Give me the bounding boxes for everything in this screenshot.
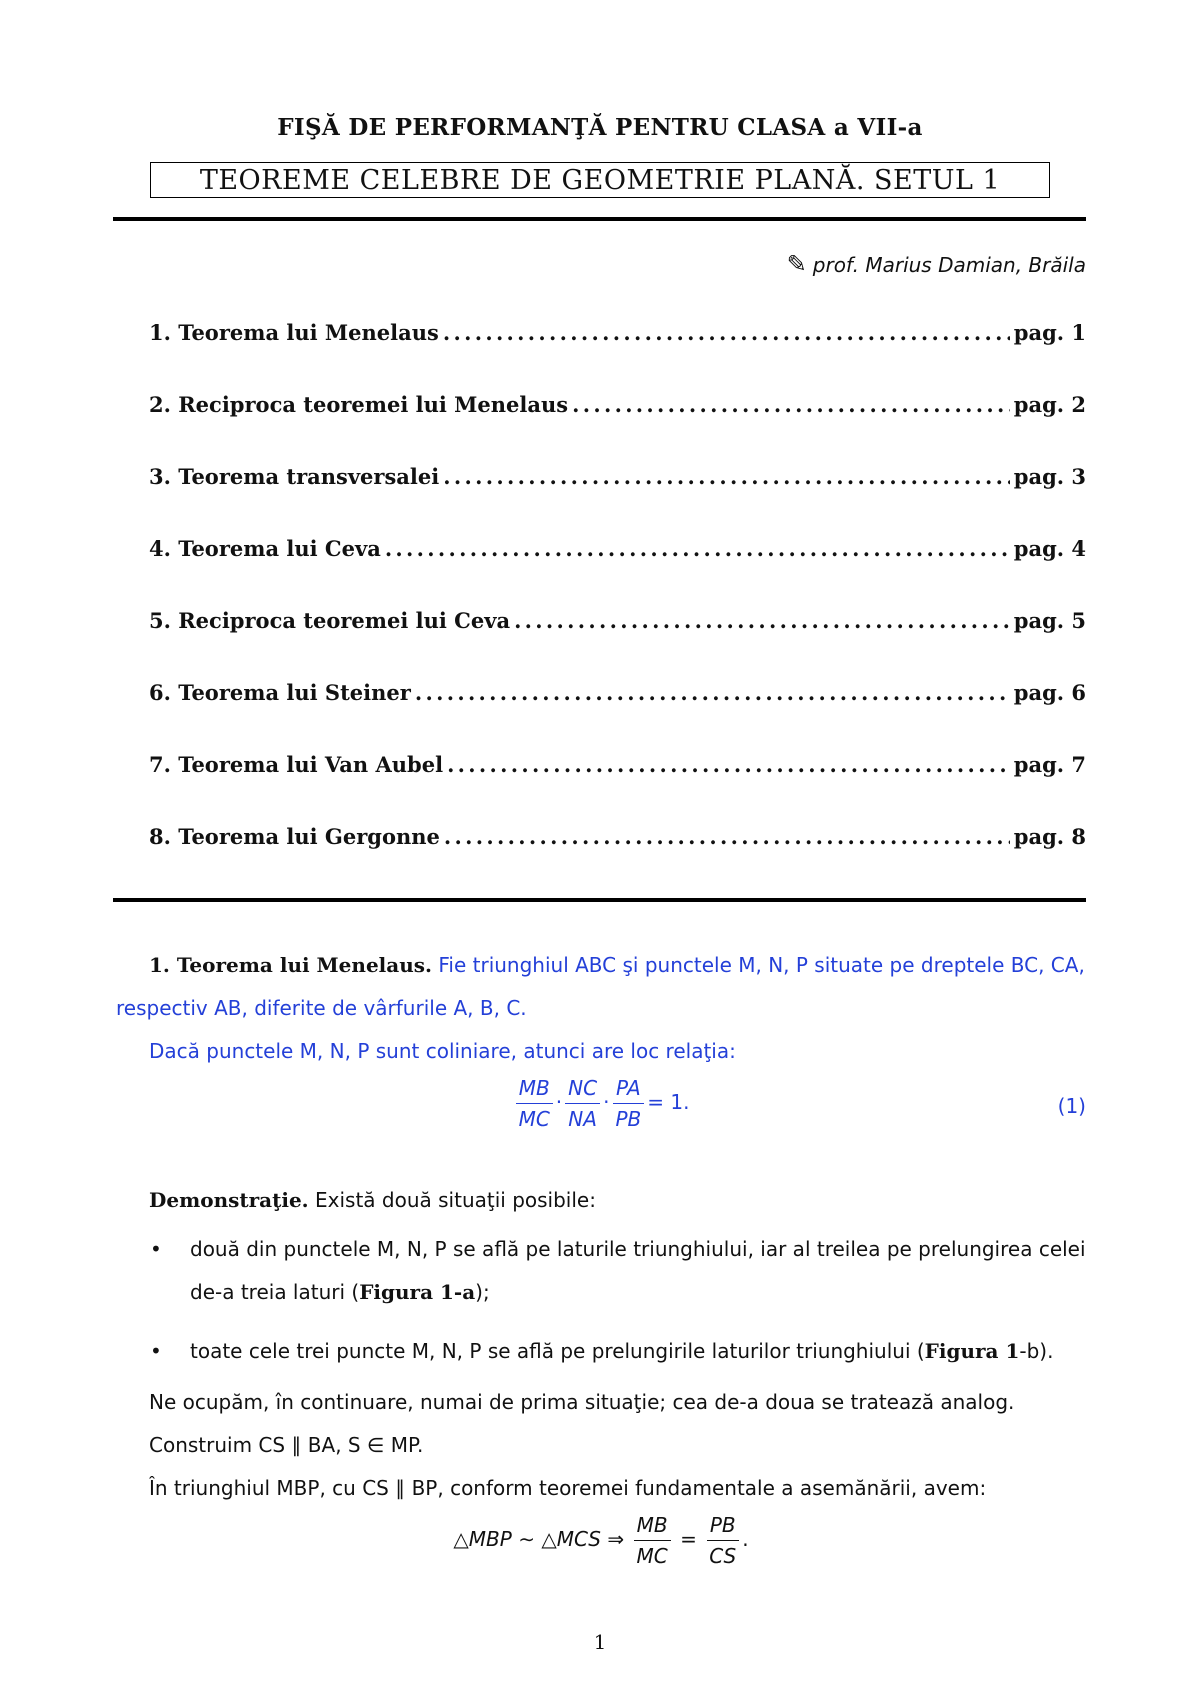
toc-item xyxy=(149,320,1086,392)
statement-condition: Dacă punctele M, N, P sunt coliniare, atunci are loc relaţia: xyxy=(149,1039,736,1063)
formula2-end: . xyxy=(742,1527,749,1551)
toc-item-title: 6. Teorema lui Steiner xyxy=(149,680,411,705)
figure-ref: Figura 1 xyxy=(924,1339,1020,1363)
toc-item-title: 7. Teorema lui Van Aubel xyxy=(149,752,444,777)
top-rule xyxy=(113,217,1086,221)
toc-item-title: 3. Teorema transversalei xyxy=(149,464,440,489)
toc-leader xyxy=(447,752,1010,777)
proof-intro-line xyxy=(116,1179,1086,1222)
toc-item-page: pag. 7 xyxy=(1013,752,1086,777)
toc-leader xyxy=(444,824,1010,849)
toc-leader xyxy=(415,680,1010,705)
text-line: În triunghiul MBP, cu CS ∥ BP, conform teoremei fundamentale a asemănării, avem: xyxy=(149,1476,987,1500)
table-of-contents xyxy=(149,320,1086,896)
frac-numerator: PB xyxy=(707,1510,739,1541)
bullet-text: două din punctele M, N, P se află pe laturile triunghiului, iar al treilea pe prelungirea celei de-a treia laturi ( xyxy=(190,1237,1086,1304)
toc-item xyxy=(149,752,1086,824)
toc-item-title: 5. Reciproca teoremei lui Ceva xyxy=(149,608,511,633)
bullet-text-end: ); xyxy=(475,1280,490,1304)
toc-item-page: pag. 2 xyxy=(1013,392,1086,417)
statement-text: Fie triunghiul ABC şi punctele M, N, P situate pe dreptele BC, CA, respectiv AB, diferite de vârfurile A, B, C. xyxy=(116,953,1085,1020)
list-item xyxy=(116,1330,1086,1373)
frac-denominator: NA xyxy=(568,1107,597,1131)
toc-leader xyxy=(572,392,1010,417)
frac-denominator: CS xyxy=(709,1544,737,1568)
toc-item-title: 1. Teorema lui Menelaus xyxy=(149,320,439,345)
formula-1: $\frac{MB}{MC}$ · $\frac{NC}{NA}$ · $\frac{PA}{PB}$ = 1. (1) xyxy=(116,1073,1086,1139)
toc-item-page: pag. 5 xyxy=(1013,608,1086,633)
formula-rhs: = 1. xyxy=(647,1090,690,1114)
toc-item xyxy=(149,392,1086,464)
theorem-statement xyxy=(116,944,1086,1030)
proof-intro: Există două situaţii posibile: xyxy=(315,1188,596,1212)
toc-item xyxy=(149,464,1086,536)
toc-item-title: 2. Reciproca teoremei lui Menelaus xyxy=(149,392,569,417)
toc-item xyxy=(149,608,1086,680)
author-line xyxy=(787,250,1086,278)
bullet-text-end: -b). xyxy=(1019,1339,1054,1363)
toc-leader xyxy=(443,320,1010,345)
equation-label: (1) xyxy=(1057,1094,1086,1118)
toc-item xyxy=(149,824,1086,896)
text-line: Ne ocupăm, în continuare, numai de prima situaţie; cea de-a doua se tratează analog. xyxy=(149,1390,1015,1414)
toc-leader xyxy=(514,608,1010,633)
formula2-eq: = xyxy=(680,1527,697,1551)
frac-numerator: PA xyxy=(613,1073,644,1104)
frac-numerator: NC xyxy=(565,1073,600,1104)
toc-leader xyxy=(385,536,1010,561)
document-header: FIŞĂ DE PERFORMANŢĂ PENTRU CLASA a VII-a xyxy=(277,114,923,141)
text-line: Construim CS ∥ BA, S ∈ MP. xyxy=(149,1433,424,1457)
frac-numerator: MB xyxy=(516,1073,553,1104)
frac-denominator: MC xyxy=(636,1544,668,1568)
toc-item-page: pag. 8 xyxy=(1013,824,1086,849)
page-number: 1 xyxy=(593,1630,607,1654)
proof-label: Demonstraţie. xyxy=(149,1188,309,1212)
document-title xyxy=(150,162,1050,198)
frac-denominator: PB xyxy=(615,1107,642,1131)
pencil-icon: ✎ xyxy=(786,250,807,278)
title-text: TEOREME CELEBRE DE GEOMETRIE PLANĂ. SETUL 1 xyxy=(199,164,1001,196)
formula2-lhs: △MBP ∼ △MCS ⇒ xyxy=(453,1527,625,1551)
toc-item-title: 8. Teorema lui Gergonne xyxy=(149,824,440,849)
toc-item-page: pag. 6 xyxy=(1013,680,1086,705)
frac-numerator: MB xyxy=(634,1510,671,1541)
author-name: prof. Marius Damian, Brăila xyxy=(812,253,1086,277)
section-heading: 1. Teorema lui Menelaus. xyxy=(149,953,432,977)
bullet-icon: • xyxy=(150,1237,162,1261)
frac-denominator: MC xyxy=(518,1107,550,1131)
bullet-icon: • xyxy=(150,1339,162,1363)
figure-ref: Figura 1-a xyxy=(359,1280,476,1304)
toc-item-page: pag. 1 xyxy=(1013,320,1086,345)
section-body xyxy=(116,944,1086,1576)
toc-item xyxy=(149,536,1086,608)
toc-item-title: 4. Teorema lui Ceva xyxy=(149,536,381,561)
toc-leader xyxy=(443,464,1010,489)
section-rule xyxy=(113,898,1086,902)
toc-item-page: pag. 3 xyxy=(1013,464,1086,489)
bullet-text: toate cele trei puncte M, N, P se află pe prelungirile laturilor triunghiului ( xyxy=(190,1339,925,1363)
toc-item-page: pag. 4 xyxy=(1013,536,1086,561)
list-item xyxy=(116,1228,1086,1314)
toc-item xyxy=(149,680,1086,752)
formula-2 xyxy=(116,1510,1086,1576)
